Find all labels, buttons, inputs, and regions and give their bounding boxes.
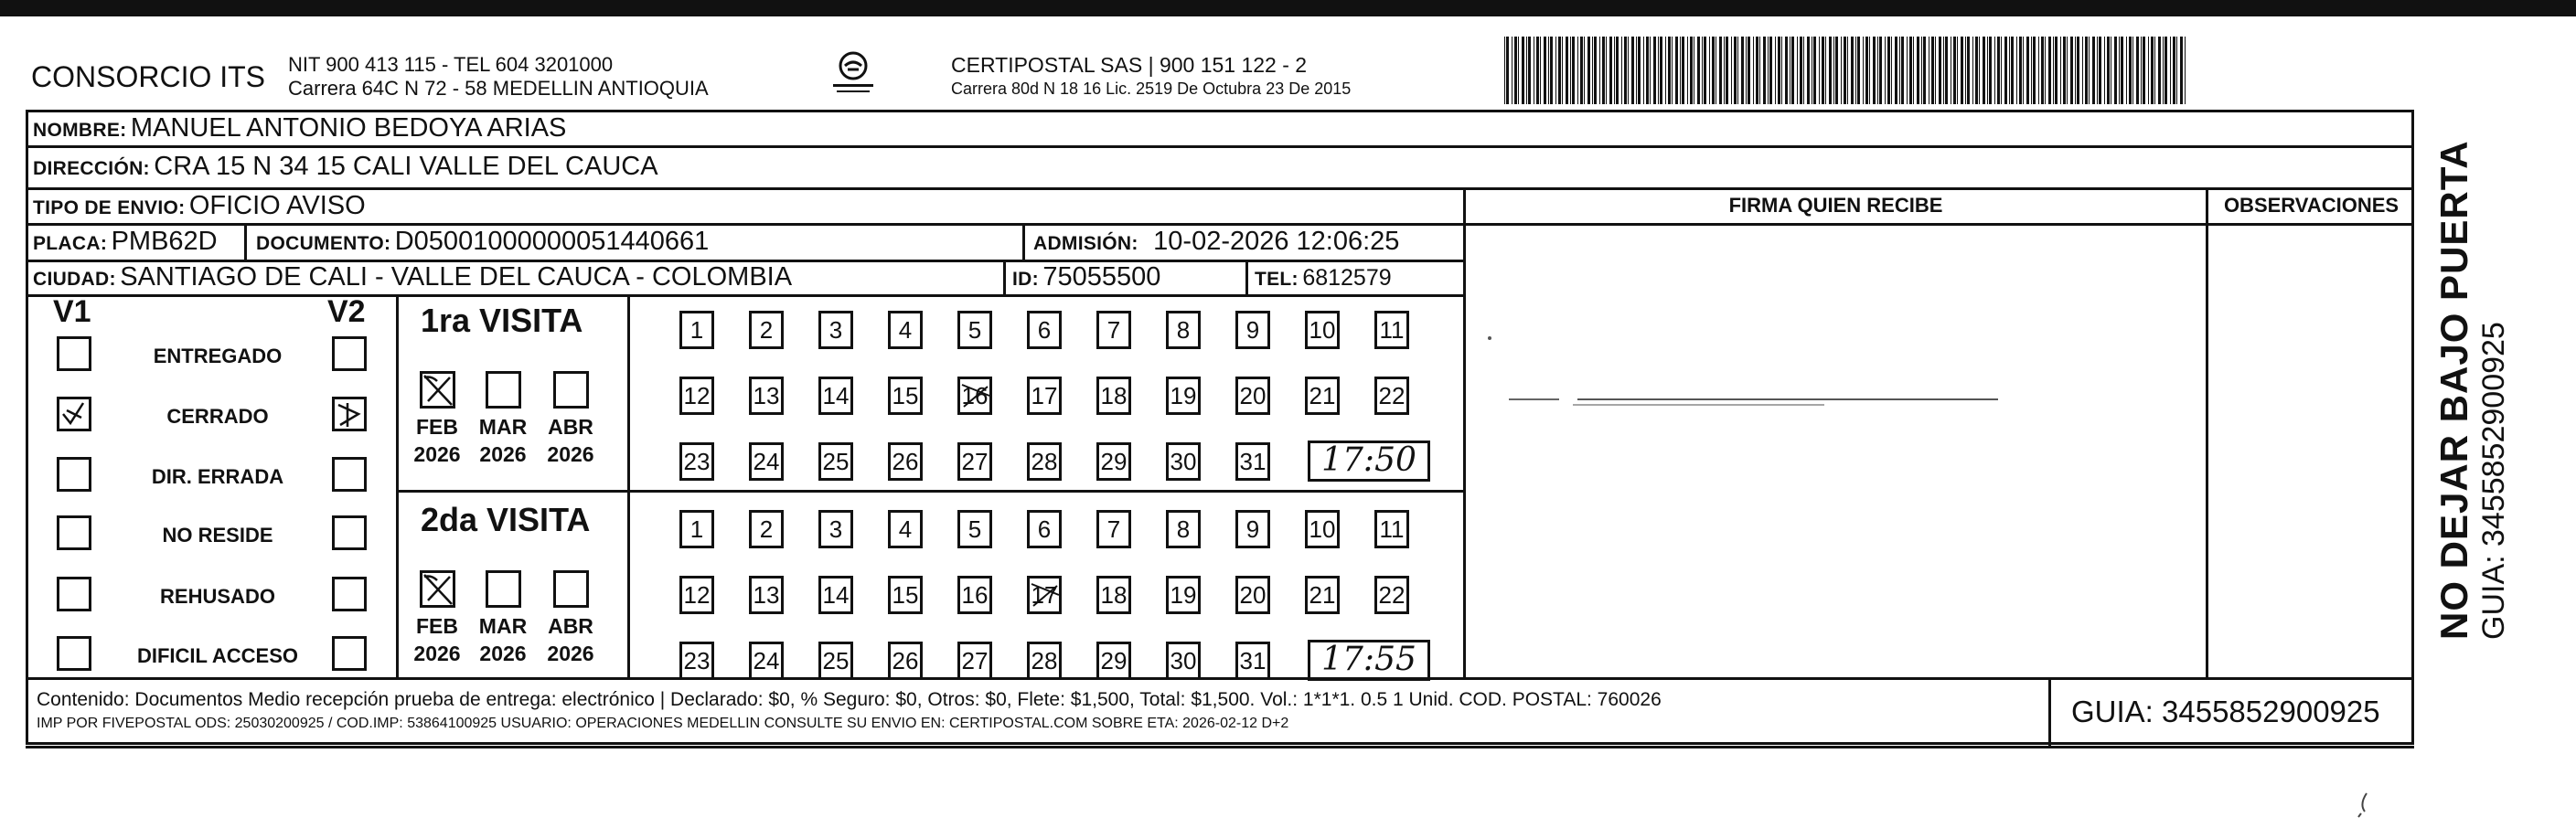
day-box[interactable]: [1166, 510, 1201, 548]
day-box[interactable]: [1235, 576, 1270, 614]
day-box[interactable]: [1305, 377, 1340, 415]
day-box[interactable]: [1027, 311, 1062, 349]
month-label: [539, 612, 603, 667]
rule: [2048, 677, 2051, 747]
status-label: ENTREGADO: [153, 345, 283, 367]
month-name: FEB: [416, 614, 458, 638]
certipostal-nit: CERTIPOSTAL SAS | 900 151 122 - 2: [951, 53, 1308, 77]
stray-mark: [2356, 791, 2374, 823]
status-label: NO RESIDE: [162, 524, 273, 547]
day-number: 2: [759, 316, 774, 344]
day-number: 24: [753, 448, 780, 475]
month-checkbox[interactable]: [486, 570, 521, 608]
status-label: CERRADO: [166, 405, 269, 428]
certipostal-info: [951, 53, 1351, 101]
day-number: 17: [1031, 581, 1058, 609]
day-box[interactable]: [1096, 642, 1131, 680]
day-number: 11: [1379, 316, 1405, 344]
top-edge-bar: [0, 0, 2576, 16]
month-name: FEB: [416, 415, 458, 439]
direccion-row: [33, 152, 658, 182]
v2-checkbox[interactable]: [332, 577, 367, 611]
day-number: 28: [1031, 448, 1058, 475]
month-name: MAR: [478, 415, 528, 439]
rule: [26, 294, 1466, 297]
day-number: 10: [1309, 515, 1336, 543]
day-box[interactable]: [749, 442, 784, 481]
rule: [1022, 223, 1025, 260]
handwritten-x-mark: [422, 573, 454, 606]
day-box[interactable]: [818, 642, 853, 680]
v2-checkbox[interactable]: [332, 515, 367, 550]
day-box[interactable]: [1305, 576, 1340, 614]
month-label: [539, 413, 603, 468]
day-box[interactable]: [679, 442, 714, 481]
rule: [26, 187, 2414, 190]
documento-label: DOCUMENTO:: [256, 233, 391, 254]
v1-header: V1: [53, 294, 91, 329]
side-labels: [2432, 140, 2512, 640]
day-number: 6: [1037, 316, 1052, 344]
day-box[interactable]: [749, 576, 784, 614]
month-checkbox[interactable]: [420, 570, 455, 608]
rule: [244, 223, 247, 260]
month-checkbox[interactable]: [553, 371, 589, 409]
observaciones-header: OBSERVACIONES: [2223, 194, 2400, 217]
day-box[interactable]: [1166, 377, 1201, 415]
month-name: ABR: [548, 614, 593, 638]
day-box[interactable]: [749, 642, 784, 680]
handwritten-x-mark: [422, 374, 454, 407]
month-name: MAR: [478, 614, 528, 638]
month-name: ABR: [548, 415, 593, 439]
rule: [2206, 223, 2414, 226]
day-box[interactable]: [1235, 311, 1270, 349]
barcode: [1504, 37, 2186, 104]
id-label: ID:: [1012, 269, 1039, 290]
month-checkbox[interactable]: [486, 371, 521, 409]
documento-value: D05001000000051440661: [394, 227, 710, 256]
month-label: [405, 612, 469, 667]
day-number: 24: [753, 647, 780, 674]
day-number: 9: [1245, 316, 1260, 344]
day-box[interactable]: [1235, 642, 1270, 680]
status-label: REHUSADO: [160, 585, 275, 608]
day-number: 1: [689, 316, 704, 344]
ciudad-cell: [33, 262, 792, 292]
v2-header: V2: [327, 294, 366, 329]
day-number: 10: [1309, 316, 1336, 344]
day-number: 16: [961, 382, 989, 409]
placa-value: PMB62D: [111, 227, 218, 256]
day-box[interactable]: [957, 576, 992, 614]
day-box[interactable]: [1096, 377, 1131, 415]
footer-print-info: IMP POR FIVEPOSTAL ODS: 25030200925 / COD.IMP: 53864100925 USUARIO: OPERACIONES MEDELLIN CONSULTE SU ENVIO EN: CERTIPOSTAL.COM SOBRE ETA: 2026-02-12 D+2: [37, 716, 1289, 731]
signature-area[interactable]: [1486, 329, 2016, 425]
side-guia: GUIA: 3455852900925: [2476, 322, 2511, 640]
tipo-value: OFICIO AVISO: [188, 191, 366, 220]
v1-checkbox[interactable]: [57, 397, 91, 431]
day-number: 3: [828, 515, 843, 543]
month-label: [471, 413, 535, 468]
direccion-value: CRA 15 N 34 15 CALI VALLE DEL CAUCA: [154, 152, 658, 181]
day-number: 5: [967, 515, 982, 543]
day-number: 6: [1037, 515, 1052, 543]
certipostal-address: Carrera 80d N 18 16 Lic. 2519 De Octubra 23 De 2015: [951, 80, 1352, 98]
day-number: 23: [683, 647, 711, 674]
month-year: 2026: [547, 442, 594, 466]
day-box[interactable]: [1374, 377, 1409, 415]
day-box[interactable]: [1096, 510, 1131, 548]
day-box[interactable]: [1235, 510, 1270, 548]
day-box[interactable]: [1027, 576, 1062, 614]
day-box[interactable]: [1235, 377, 1270, 415]
day-number: 8: [1176, 515, 1191, 543]
day-box[interactable]: [1305, 311, 1340, 349]
day-number: 7: [1106, 316, 1121, 344]
day-number: 29: [1100, 647, 1128, 674]
footer-contents: Contenido: Documentos Medio recepción prueba de entrega: electrónico | Declarado: $0, % Seguro: $0, Otros: $0, Flete: $1,500, Total: $1,500. Vol.: 1*1*1. 0.5 1 Unid. COD. POSTAL: 760026: [37, 689, 1662, 710]
rule: [2206, 187, 2208, 678]
company-name: CONSORCIO ITS: [31, 60, 266, 93]
documento-cell: [256, 227, 709, 257]
day-number: 26: [892, 647, 919, 674]
status-label: DIFICIL ACCESO: [136, 644, 298, 667]
month-year: 2026: [413, 442, 461, 466]
day-box[interactable]: [818, 377, 853, 415]
day-number: 28: [1031, 647, 1058, 674]
day-number: 18: [1100, 382, 1128, 409]
day-box[interactable]: [679, 576, 714, 614]
day-number: 17: [1031, 382, 1058, 409]
day-box[interactable]: [957, 442, 992, 481]
v1-checkbox[interactable]: [57, 336, 91, 371]
nombre-value: MANUEL ANTONIO BEDOYA ARIAS: [130, 113, 567, 143]
certipostal-logo: [828, 48, 879, 99]
day-number: 11: [1379, 515, 1405, 543]
day-box[interactable]: [957, 510, 992, 548]
day-box[interactable]: [1096, 442, 1131, 481]
day-box[interactable]: [1166, 311, 1201, 349]
ciudad-value: SANTIAGO DE CALI - VALLE DEL CAUCA - COLOMBIA: [120, 262, 793, 292]
v1-checkbox[interactable]: [57, 515, 91, 550]
id-value: 75055500: [1042, 262, 1161, 292]
company-info: [288, 53, 709, 101]
rule: [26, 677, 2414, 680]
rule: [399, 490, 1466, 493]
rule: [627, 294, 630, 678]
day-box[interactable]: [1027, 442, 1062, 481]
day-number: 21: [1309, 581, 1336, 609]
v2-checkbox[interactable]: [332, 397, 367, 431]
day-number: 20: [1239, 382, 1267, 409]
day-box[interactable]: [957, 377, 992, 415]
day-number: 30: [1170, 647, 1197, 674]
day-number: 13: [753, 382, 780, 409]
day-number: 19: [1170, 382, 1197, 409]
placa-cell: [33, 227, 218, 257]
day-number: 27: [961, 647, 989, 674]
tel-value: 6812579: [1302, 265, 1392, 291]
day-number: 21: [1309, 382, 1336, 409]
no-dejar-warning: NO DEJAR BAJO PUERTA: [2432, 140, 2475, 640]
rule: [1003, 260, 1006, 295]
day-number: 13: [753, 581, 780, 609]
day-number: 4: [898, 515, 913, 543]
day-number: 7: [1106, 515, 1121, 543]
day-number: 29: [1100, 448, 1128, 475]
day-box[interactable]: [1027, 510, 1062, 548]
rule: [1463, 187, 1466, 678]
day-box[interactable]: [957, 642, 992, 680]
visit-title: 1ra VISITA: [421, 302, 583, 339]
month-year: 2026: [479, 442, 527, 466]
day-number: 25: [822, 448, 850, 475]
day-box[interactable]: [888, 510, 923, 548]
day-box[interactable]: [818, 576, 853, 614]
day-box[interactable]: [1096, 311, 1131, 349]
day-box[interactable]: [1374, 576, 1409, 614]
rule: [26, 145, 2414, 148]
day-box[interactable]: [1096, 576, 1131, 614]
direccion-label: DIRECCIÓN:: [33, 158, 150, 179]
day-number: 26: [892, 448, 919, 475]
day-box[interactable]: [888, 377, 923, 415]
day-number: 22: [1378, 581, 1406, 609]
month-year: 2026: [479, 642, 527, 665]
v2-checkbox[interactable]: [332, 336, 367, 371]
day-number: 14: [822, 382, 850, 409]
day-number: 15: [892, 581, 919, 609]
handwritten-time[interactable]: 17:50: [1308, 441, 1430, 482]
handwritten-day-mark: [960, 379, 991, 414]
admision-cell: [1033, 227, 1399, 257]
day-number: 19: [1170, 581, 1197, 609]
day-box[interactable]: [1027, 377, 1062, 415]
month-year: 2026: [547, 642, 594, 665]
day-box[interactable]: [1027, 642, 1062, 680]
v2-checkbox[interactable]: [332, 636, 367, 671]
day-number: 5: [967, 316, 982, 344]
day-box[interactable]: [679, 642, 714, 680]
month-label: [471, 612, 535, 667]
day-box[interactable]: [888, 442, 923, 481]
day-box[interactable]: [818, 442, 853, 481]
handwritten-day-mark: [1030, 579, 1061, 613]
day-box[interactable]: [749, 510, 784, 548]
day-number: 20: [1239, 581, 1267, 609]
rule: [26, 746, 2414, 748]
day-number: 12: [683, 581, 711, 609]
day-box[interactable]: [818, 311, 853, 349]
day-number: 3: [828, 316, 843, 344]
day-number: 1: [689, 515, 704, 543]
handwritten-check-mark: [59, 399, 89, 429]
month-label: [405, 413, 469, 468]
day-box[interactable]: [679, 377, 714, 415]
day-number: 2: [759, 515, 774, 543]
day-box[interactable]: [1374, 510, 1409, 548]
day-box[interactable]: [1235, 442, 1270, 481]
day-box[interactable]: [1166, 642, 1201, 680]
tel-cell: [1255, 265, 1392, 292]
day-number: 23: [683, 448, 711, 475]
day-box[interactable]: [679, 311, 714, 349]
v1-checkbox[interactable]: [57, 636, 91, 671]
rule: [396, 294, 399, 678]
guia-number: GUIA: 3455852900925: [2071, 695, 2380, 728]
day-box[interactable]: [679, 510, 714, 548]
day-box[interactable]: [818, 510, 853, 548]
day-box[interactable]: [888, 311, 923, 349]
status-label: DIR. ERRADA: [151, 465, 284, 488]
handwritten-check-mark: [335, 399, 364, 429]
day-number: 18: [1100, 581, 1128, 609]
day-number: 8: [1176, 316, 1191, 344]
admision-label: ADMISIÓN:: [1033, 233, 1138, 254]
day-box[interactable]: [888, 642, 923, 680]
v1-checkbox[interactable]: [57, 457, 91, 492]
month-year: 2026: [413, 642, 461, 665]
day-box[interactable]: [1166, 576, 1201, 614]
day-box[interactable]: [888, 576, 923, 614]
v2-checkbox[interactable]: [332, 457, 367, 492]
day-box[interactable]: [1374, 311, 1409, 349]
day-box[interactable]: [957, 311, 992, 349]
day-number: 16: [961, 581, 989, 609]
placa-label: PLACA:: [33, 233, 108, 254]
rule: [26, 223, 2414, 226]
day-number: 30: [1170, 448, 1197, 475]
admision-value: 10-02-2026 12:06:25: [1153, 227, 1400, 256]
tipo-label: TIPO DE ENVIO:: [33, 197, 186, 218]
day-box[interactable]: [1305, 510, 1340, 548]
rule: [1245, 260, 1248, 295]
nombre-row: [33, 113, 566, 143]
day-number: 4: [898, 316, 913, 344]
day-number: 9: [1245, 515, 1260, 543]
tel-label: TEL:: [1255, 269, 1299, 290]
month-checkbox[interactable]: [420, 371, 455, 409]
day-number: 27: [961, 448, 989, 475]
company-address: Carrera 64C N 72 - 58 MEDELLIN ANTIOQUIA: [288, 77, 709, 100]
day-box[interactable]: [749, 377, 784, 415]
day-number: 31: [1239, 647, 1267, 674]
day-number: 12: [683, 382, 711, 409]
day-number: 14: [822, 581, 850, 609]
v1-checkbox[interactable]: [57, 577, 91, 611]
company-nit: NIT 900 413 115 - TEL 604 3201000: [288, 53, 614, 76]
ciudad-label: CIUDAD:: [33, 269, 116, 290]
tipo-row: [33, 191, 366, 221]
day-number: 22: [1378, 382, 1406, 409]
day-number: 31: [1239, 448, 1267, 475]
visit-title: 2da VISITA: [421, 501, 591, 538]
day-number: 15: [892, 382, 919, 409]
nombre-label: NOMBRE:: [33, 120, 127, 141]
day-box[interactable]: [1166, 442, 1201, 481]
day-box[interactable]: [749, 311, 784, 349]
id-cell: [1012, 262, 1160, 292]
handwritten-time[interactable]: 17:55: [1308, 640, 1430, 681]
month-checkbox[interactable]: [553, 570, 589, 608]
day-number: 25: [822, 647, 850, 674]
firma-header: FIRMA QUIEN RECIBE: [1728, 194, 1943, 217]
